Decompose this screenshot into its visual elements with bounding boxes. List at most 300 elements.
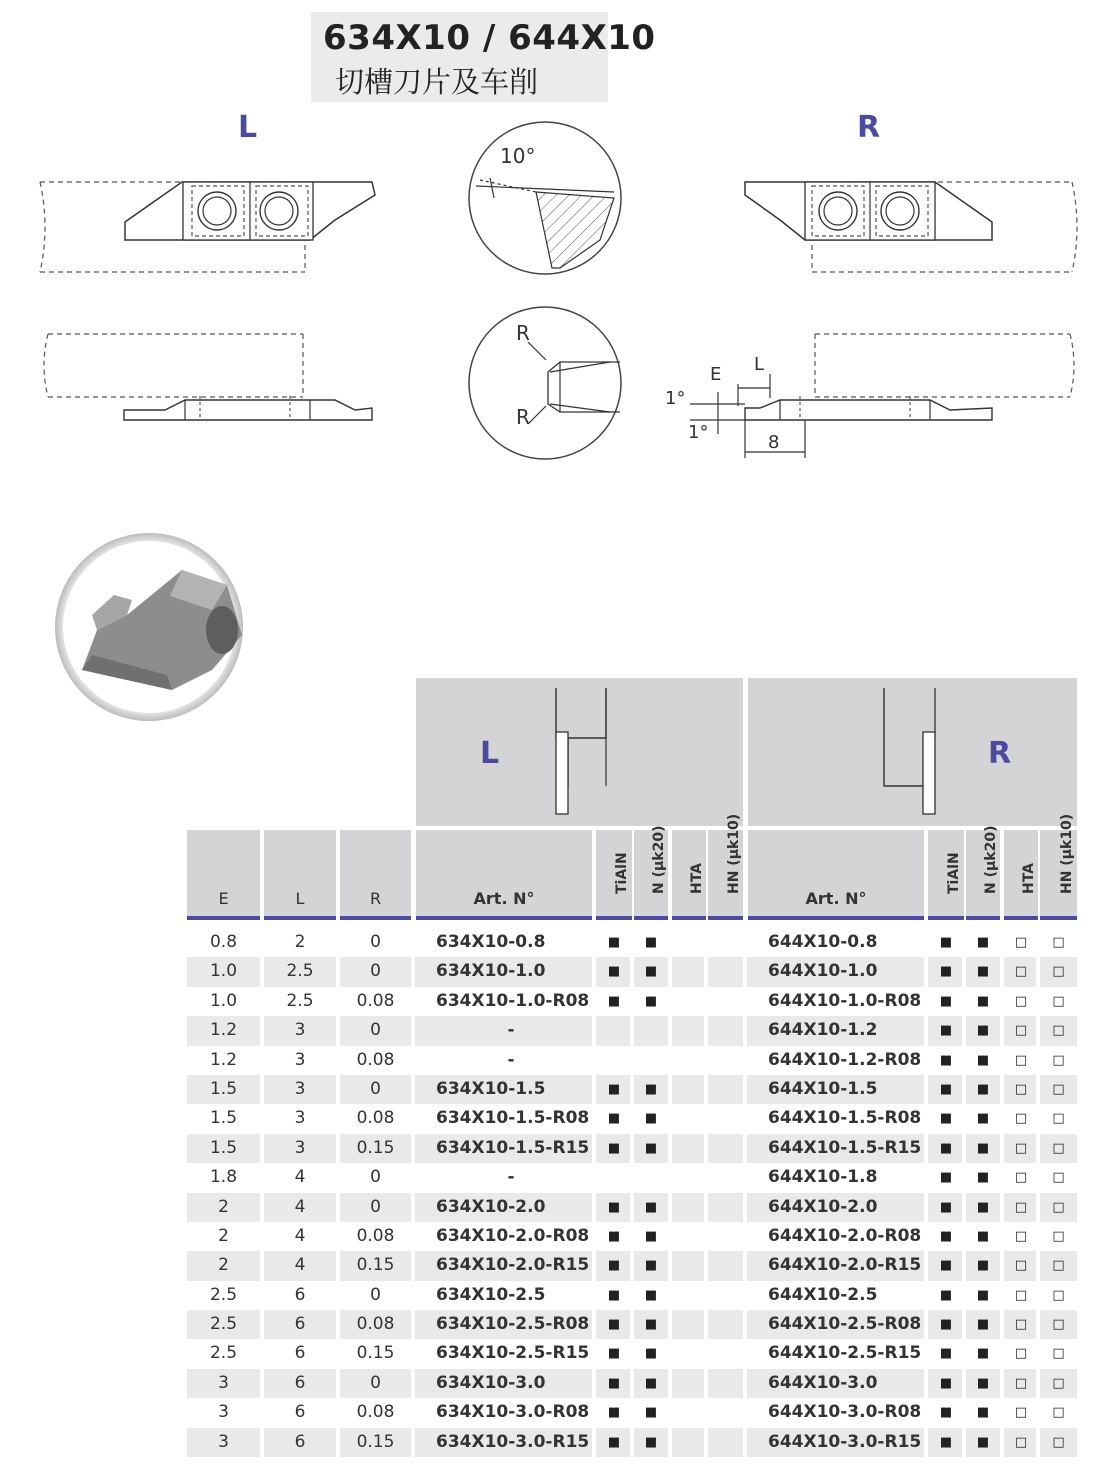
cell-hn-right: □ bbox=[1052, 1317, 1065, 1333]
cell-e: 1.8 bbox=[209, 1167, 238, 1188]
column-separator bbox=[630, 1398, 634, 1427]
column-separator bbox=[1036, 1281, 1040, 1310]
column-header-hta-right: HTA bbox=[1004, 830, 1038, 920]
cell-hta-right: □ bbox=[1014, 1405, 1028, 1421]
cell-hn-right: □ bbox=[1052, 1287, 1065, 1303]
column-separator bbox=[630, 1134, 634, 1163]
cell-l: 4 bbox=[294, 1196, 306, 1217]
cell-art-right: 644X10-2.0-R15 bbox=[768, 1255, 922, 1276]
cell-tialn-left: ■ bbox=[607, 1081, 621, 1097]
cell-r: 0 bbox=[370, 1372, 381, 1393]
cell-n-left: ■ bbox=[644, 1346, 658, 1362]
column-separator bbox=[1000, 1134, 1004, 1163]
title-subtitle: 切槽刀片及车削 bbox=[335, 65, 539, 99]
column-separator bbox=[962, 1016, 966, 1045]
cell-n-right: ■ bbox=[976, 1346, 990, 1362]
column-separator bbox=[962, 928, 966, 957]
column-separator bbox=[260, 1281, 264, 1310]
cell-hta-right: □ bbox=[1014, 1023, 1028, 1039]
column-separator bbox=[592, 957, 596, 986]
cell-n-left: ■ bbox=[644, 1111, 658, 1127]
cell-hn-right: □ bbox=[1052, 1081, 1065, 1097]
column-header-hta-left: HTA bbox=[672, 830, 706, 920]
column-separator bbox=[1036, 1046, 1040, 1075]
column-separator bbox=[1036, 1104, 1040, 1133]
cell-hn-right: □ bbox=[1052, 1405, 1065, 1421]
table-row bbox=[187, 1193, 1077, 1222]
cell-tialn-left: ■ bbox=[607, 1111, 621, 1127]
cell-hn-right: □ bbox=[1052, 1228, 1065, 1244]
column-separator bbox=[1000, 1369, 1004, 1398]
column-separator bbox=[630, 957, 634, 986]
column-separator bbox=[743, 987, 747, 1016]
cell-e: 1.0 bbox=[209, 990, 238, 1011]
cell-r: 0 bbox=[370, 932, 381, 952]
column-separator bbox=[630, 1281, 634, 1310]
cell-l: 2 bbox=[294, 932, 306, 952]
cell-l: 2.5 bbox=[286, 961, 314, 982]
column-separator bbox=[704, 1075, 708, 1104]
column-separator bbox=[704, 1193, 708, 1222]
cell-hta-right: □ bbox=[1014, 935, 1028, 950]
column-separator bbox=[260, 1251, 264, 1280]
column-separator bbox=[924, 1163, 928, 1192]
column-separator bbox=[260, 1369, 264, 1398]
column-separator bbox=[630, 1104, 634, 1133]
column-separator bbox=[411, 1369, 415, 1398]
column-separator bbox=[592, 1428, 596, 1457]
cell-hn-right: □ bbox=[1052, 993, 1065, 1009]
cell-art-left: 634X10-1.5-R15 bbox=[436, 1137, 590, 1158]
column-separator bbox=[1000, 957, 1004, 986]
cell-r: 0.15 bbox=[356, 1255, 395, 1276]
column-separator bbox=[743, 1339, 747, 1368]
cell-tialn-right: ■ bbox=[939, 1434, 953, 1450]
column-separator bbox=[924, 1193, 928, 1222]
column-separator bbox=[924, 1339, 928, 1368]
column-header-n-left: N (μk20) bbox=[634, 830, 668, 920]
column-separator bbox=[1000, 1222, 1004, 1251]
cell-n-right: ■ bbox=[976, 1140, 990, 1156]
column-separator bbox=[336, 1163, 340, 1192]
cell-tialn-left: ■ bbox=[607, 1258, 621, 1274]
cell-hn-right: □ bbox=[1052, 935, 1065, 950]
cell-r: 0.08 bbox=[356, 990, 395, 1011]
cell-tialn-left: ■ bbox=[607, 1405, 621, 1421]
table-row bbox=[187, 1339, 1077, 1368]
cell-art-right: 644X10-1.2 bbox=[768, 1020, 878, 1041]
column-separator bbox=[260, 1222, 264, 1251]
cell-n-right: ■ bbox=[976, 1434, 990, 1450]
column-separator bbox=[1000, 1398, 1004, 1427]
right-insert-profile-icon bbox=[748, 678, 1077, 826]
cell-n-right: ■ bbox=[976, 1111, 990, 1127]
column-separator bbox=[924, 1222, 928, 1251]
cell-e: 1.0 bbox=[209, 961, 238, 982]
cell-art-right: 644X10-1.5 bbox=[768, 1078, 878, 1099]
cell-r: 0.15 bbox=[356, 1137, 395, 1158]
cell-n-right: ■ bbox=[976, 1287, 990, 1303]
column-separator bbox=[1000, 1281, 1004, 1310]
cell-art-right: 644X10-1.2-R08 bbox=[768, 1049, 922, 1070]
cell-tialn-right: ■ bbox=[939, 1023, 953, 1039]
column-separator bbox=[336, 1310, 340, 1339]
column-separator bbox=[411, 1310, 415, 1339]
cell-n-left: ■ bbox=[644, 993, 658, 1009]
column-separator bbox=[962, 1075, 966, 1104]
column-separator bbox=[924, 928, 928, 957]
column-separator bbox=[704, 1104, 708, 1133]
dimension-8-label: 8 bbox=[768, 432, 780, 453]
column-separator bbox=[630, 1251, 634, 1280]
column-separator bbox=[704, 1428, 708, 1457]
cell-art-right: 644X10-3.0-R08 bbox=[768, 1402, 922, 1423]
cell-tialn-left: ■ bbox=[607, 1375, 621, 1391]
cell-n-right: ■ bbox=[976, 1023, 990, 1039]
cell-hta-right: □ bbox=[1014, 1346, 1028, 1362]
cell-hn-right: □ bbox=[1052, 1140, 1065, 1156]
cell-e: 1.5 bbox=[209, 1137, 238, 1158]
cell-e: 2.5 bbox=[209, 1314, 238, 1335]
table-row bbox=[187, 1163, 1077, 1192]
column-separator bbox=[668, 1428, 672, 1457]
cell-art-left: 634X10-1.5 bbox=[436, 1078, 546, 1099]
column-separator bbox=[1036, 1339, 1040, 1368]
column-separator bbox=[704, 957, 708, 986]
cell-l: 6 bbox=[294, 1402, 306, 1423]
column-separator bbox=[743, 1369, 747, 1398]
column-separator bbox=[924, 1251, 928, 1280]
column-separator bbox=[743, 1251, 747, 1280]
cell-r: 0 bbox=[370, 961, 381, 982]
column-separator bbox=[668, 1193, 672, 1222]
table-row bbox=[187, 1134, 1077, 1163]
cell-art-left: 634X10-2.5-R08 bbox=[436, 1314, 590, 1335]
cell-hn-right: □ bbox=[1052, 1375, 1065, 1391]
column-separator bbox=[260, 987, 264, 1016]
column-separator bbox=[1036, 928, 1040, 957]
cell-art-left: 634X10-1.0 bbox=[436, 961, 546, 982]
cell-l: 6 bbox=[294, 1314, 306, 1335]
cell-hn-right: □ bbox=[1052, 1170, 1065, 1186]
cell-hta-right: □ bbox=[1014, 1228, 1028, 1244]
cell-hta-right: □ bbox=[1014, 1140, 1028, 1156]
cell-art-left: 634X10-3.0-R15 bbox=[436, 1431, 590, 1452]
cell-art-left: - bbox=[507, 1049, 515, 1070]
column-separator bbox=[1036, 1398, 1040, 1427]
radius-detail-circle bbox=[469, 307, 621, 459]
column-separator bbox=[1036, 957, 1040, 986]
column-separator bbox=[743, 1075, 747, 1104]
cell-r: 0 bbox=[370, 1078, 381, 1099]
cell-art-right: 644X10-1.0 bbox=[768, 961, 878, 982]
cell-art-left: 634X10-1.5-R08 bbox=[436, 1108, 590, 1129]
column-separator bbox=[411, 1428, 415, 1457]
column-separator bbox=[743, 1428, 747, 1457]
column-separator bbox=[260, 1016, 264, 1045]
cell-art-right: 644X10-1.8 bbox=[768, 1167, 878, 1188]
column-separator bbox=[630, 928, 634, 957]
column-separator bbox=[924, 1104, 928, 1133]
column-separator bbox=[592, 1369, 596, 1398]
technical-drawings bbox=[0, 0, 1094, 520]
left-insert-top-view bbox=[40, 182, 375, 272]
column-separator bbox=[411, 1016, 415, 1045]
cell-hn-right: □ bbox=[1052, 1258, 1065, 1274]
column-separator bbox=[1000, 1428, 1004, 1457]
column-separator bbox=[1000, 1251, 1004, 1280]
column-separator bbox=[924, 1016, 928, 1045]
column-separator bbox=[743, 1016, 747, 1045]
column-separator bbox=[1036, 1016, 1040, 1045]
cell-r: 0.08 bbox=[356, 1225, 395, 1246]
group-header-left bbox=[416, 678, 743, 826]
cell-tialn-right: ■ bbox=[939, 1258, 953, 1274]
cell-tialn-right: ■ bbox=[939, 935, 953, 950]
column-separator bbox=[336, 928, 340, 957]
cell-tialn-right: ■ bbox=[939, 1199, 953, 1215]
column-separator bbox=[1000, 1193, 1004, 1222]
cell-art-left: 634X10-1.0-R08 bbox=[436, 990, 590, 1011]
cell-e: 1.5 bbox=[209, 1108, 238, 1129]
cell-n-left: ■ bbox=[644, 1317, 658, 1333]
cell-tialn-right: ■ bbox=[939, 1140, 953, 1156]
cell-n-left bbox=[634, 1016, 668, 1045]
cell-hta-right: □ bbox=[1014, 964, 1028, 980]
right-insert-side-view bbox=[690, 334, 1074, 458]
cell-art-left: 634X10-2.5 bbox=[436, 1284, 546, 1305]
column-header-l: L bbox=[264, 830, 336, 920]
column-separator bbox=[668, 1310, 672, 1339]
column-separator bbox=[743, 1046, 747, 1075]
cell-e: 3 bbox=[218, 1372, 229, 1393]
column-separator bbox=[260, 1193, 264, 1222]
column-separator bbox=[411, 1251, 415, 1280]
cell-art-right: 644X10-1.5-R15 bbox=[768, 1137, 922, 1158]
column-separator bbox=[630, 1339, 634, 1368]
column-separator bbox=[630, 987, 634, 1016]
column-separator bbox=[630, 1310, 634, 1339]
cell-hta-right: □ bbox=[1014, 1052, 1028, 1068]
column-separator bbox=[411, 1222, 415, 1251]
column-separator bbox=[924, 1428, 928, 1457]
cell-n-left: ■ bbox=[644, 1405, 658, 1421]
cell-n-right: ■ bbox=[976, 1228, 990, 1244]
cell-hta-right: □ bbox=[1014, 1375, 1028, 1391]
cell-l: 6 bbox=[294, 1372, 306, 1393]
group-header-right bbox=[748, 678, 1077, 826]
column-separator bbox=[592, 1046, 596, 1075]
cell-tialn-right: ■ bbox=[939, 1375, 953, 1391]
column-separator bbox=[1000, 1310, 1004, 1339]
column-separator bbox=[260, 1104, 264, 1133]
table-row bbox=[187, 1075, 1077, 1104]
cell-hta-right: □ bbox=[1014, 1434, 1028, 1450]
cell-tialn-right: ■ bbox=[939, 1228, 953, 1244]
cell-tialn-left: ■ bbox=[607, 993, 621, 1009]
cell-hta-right: □ bbox=[1014, 1258, 1028, 1274]
column-header-tialn-right: TiAlN bbox=[928, 830, 964, 920]
cell-hta-right: □ bbox=[1014, 1081, 1028, 1097]
cell-l: 3 bbox=[294, 1078, 306, 1099]
cell-hn-right: □ bbox=[1052, 964, 1065, 980]
cell-e: 1.2 bbox=[209, 1049, 238, 1070]
cell-r: 0.15 bbox=[356, 1431, 395, 1452]
column-separator bbox=[924, 1134, 928, 1163]
cell-e: 2 bbox=[218, 1225, 229, 1246]
column-separator bbox=[668, 1339, 672, 1368]
cell-tialn-right: ■ bbox=[939, 1170, 953, 1186]
cell-tialn-left: ■ bbox=[607, 935, 621, 950]
cell-n-right: ■ bbox=[976, 1052, 990, 1068]
cell-hn-right: □ bbox=[1052, 1199, 1065, 1215]
radius-label-bottom: R bbox=[516, 405, 530, 429]
group-right-label: R bbox=[988, 736, 1012, 771]
column-separator bbox=[592, 1104, 596, 1133]
column-separator bbox=[704, 1398, 708, 1427]
title-main: 634X10 / 644X10 bbox=[323, 18, 656, 58]
column-separator bbox=[411, 957, 415, 986]
cell-tialn-left: ■ bbox=[607, 1287, 621, 1303]
column-separator bbox=[336, 1075, 340, 1104]
column-separator bbox=[1000, 1046, 1004, 1075]
table-row bbox=[187, 1251, 1077, 1280]
cell-art-left: 634X10-2.0 bbox=[436, 1196, 546, 1217]
column-separator bbox=[743, 1310, 747, 1339]
column-separator bbox=[704, 1339, 708, 1368]
column-separator bbox=[668, 1251, 672, 1280]
table-row bbox=[187, 1398, 1077, 1427]
column-separator bbox=[411, 1104, 415, 1133]
column-header-tialn-left: TiAlN bbox=[596, 830, 632, 920]
cell-e: 2.5 bbox=[209, 1343, 238, 1364]
column-separator bbox=[411, 1046, 415, 1075]
column-separator bbox=[743, 957, 747, 986]
column-header-e: E bbox=[187, 830, 260, 920]
column-separator bbox=[962, 1281, 966, 1310]
table-row bbox=[187, 1369, 1077, 1398]
cell-art-left: - bbox=[507, 1167, 515, 1188]
insert-3d-image bbox=[52, 530, 247, 725]
column-separator bbox=[336, 1104, 340, 1133]
cell-tialn-left bbox=[596, 1016, 632, 1045]
cell-r: 0 bbox=[370, 1167, 381, 1188]
table-row bbox=[187, 957, 1077, 986]
cell-hn-right: □ bbox=[1052, 1111, 1065, 1127]
cell-e: 2.5 bbox=[209, 1284, 238, 1305]
drawing-left-label: L bbox=[238, 110, 258, 145]
column-separator bbox=[924, 987, 928, 1016]
column-separator bbox=[630, 1428, 634, 1457]
cell-r: 0.08 bbox=[356, 1049, 395, 1070]
column-separator bbox=[1036, 1310, 1040, 1339]
column-separator bbox=[962, 1398, 966, 1427]
cell-r: 0.15 bbox=[356, 1343, 395, 1364]
cell-n-left: ■ bbox=[644, 1258, 658, 1274]
column-separator bbox=[592, 928, 596, 957]
column-separator bbox=[336, 1193, 340, 1222]
column-separator bbox=[1036, 1075, 1040, 1104]
column-separator bbox=[260, 1134, 264, 1163]
column-separator bbox=[411, 1163, 415, 1192]
column-separator bbox=[668, 1369, 672, 1398]
column-separator bbox=[592, 1251, 596, 1280]
column-header-r: R bbox=[340, 830, 411, 920]
column-separator bbox=[592, 1398, 596, 1427]
column-separator bbox=[743, 928, 747, 957]
column-separator bbox=[962, 1251, 966, 1280]
column-separator bbox=[743, 1134, 747, 1163]
cell-tialn-left: ■ bbox=[607, 1434, 621, 1450]
cell-art-right: 644X10-2.0 bbox=[768, 1196, 878, 1217]
cell-l: 2.5 bbox=[286, 990, 314, 1011]
cell-e: 3 bbox=[218, 1431, 229, 1452]
cell-art-left: - bbox=[507, 1020, 515, 1041]
column-separator bbox=[962, 1310, 966, 1339]
cell-tialn-right: ■ bbox=[939, 1111, 953, 1127]
column-separator bbox=[743, 1163, 747, 1192]
column-separator bbox=[630, 1046, 634, 1075]
column-separator bbox=[668, 1281, 672, 1310]
column-separator bbox=[336, 1428, 340, 1457]
column-separator bbox=[260, 1075, 264, 1104]
column-separator bbox=[1000, 928, 1004, 957]
cell-tialn-left: ■ bbox=[607, 1140, 621, 1156]
cell-hta-right: □ bbox=[1014, 1287, 1028, 1303]
column-separator bbox=[962, 1163, 966, 1192]
cell-tialn-right: ■ bbox=[939, 993, 953, 1009]
column-header-art-right: Art. N° bbox=[748, 830, 924, 920]
column-separator bbox=[630, 1369, 634, 1398]
table-row bbox=[187, 1046, 1077, 1075]
cell-l: 3 bbox=[294, 1049, 306, 1070]
column-separator bbox=[962, 1339, 966, 1368]
column-separator bbox=[924, 957, 928, 986]
column-separator bbox=[704, 1369, 708, 1398]
cell-hn-right: □ bbox=[1052, 1052, 1065, 1068]
table-row bbox=[187, 1310, 1077, 1339]
column-separator bbox=[668, 1222, 672, 1251]
cell-hta-right: □ bbox=[1014, 1317, 1028, 1333]
cell-hta-right: □ bbox=[1014, 1170, 1028, 1186]
column-separator bbox=[1036, 1134, 1040, 1163]
cell-art-right: 644X10-2.5 bbox=[768, 1284, 878, 1305]
cell-e: 1.5 bbox=[209, 1078, 238, 1099]
cell-l: 4 bbox=[294, 1167, 306, 1188]
column-separator bbox=[592, 1339, 596, 1368]
cell-r: 0.08 bbox=[356, 1108, 395, 1129]
column-separator bbox=[668, 1075, 672, 1104]
column-header-art-left: Art. N° bbox=[416, 830, 592, 920]
cell-r: 0 bbox=[370, 1196, 381, 1217]
cell-art-left: 634X10-2.5-R15 bbox=[436, 1343, 590, 1364]
column-separator bbox=[336, 1281, 340, 1310]
cell-tialn-left bbox=[596, 1163, 632, 1192]
column-separator bbox=[668, 1104, 672, 1133]
column-separator bbox=[962, 1369, 966, 1398]
cell-n-right: ■ bbox=[976, 964, 990, 980]
cell-n-left: ■ bbox=[644, 1199, 658, 1215]
cell-n-left: ■ bbox=[644, 1375, 658, 1391]
cell-r: 0.08 bbox=[356, 1402, 395, 1423]
column-separator bbox=[668, 1398, 672, 1427]
cell-l: 3 bbox=[294, 1020, 306, 1041]
cell-n-right: ■ bbox=[976, 1405, 990, 1421]
cell-tialn-left: ■ bbox=[607, 964, 621, 980]
table-row bbox=[187, 1222, 1077, 1251]
column-separator bbox=[668, 1046, 672, 1075]
column-separator bbox=[592, 1134, 596, 1163]
